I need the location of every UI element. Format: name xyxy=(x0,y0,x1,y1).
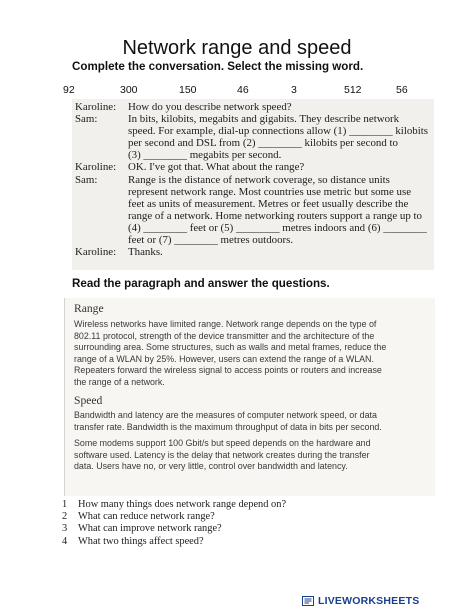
paragraph-line: transfer rate. Bandwidth is the maximum throughput of data in bits per second. xyxy=(74,421,382,432)
speaker-name: Karoline: xyxy=(75,101,117,113)
dialogue-line xyxy=(75,113,430,161)
word-option[interactable]: 150 xyxy=(179,84,197,96)
question-item: 3 What can improve network range? xyxy=(62,523,222,535)
dialogue-text: represent network range. Most countries use metric but some use xyxy=(128,185,412,198)
instruction-read-paragraph: Read the paragraph and answer the questions. xyxy=(72,277,330,290)
dialogue-text: How do you describe network speed? xyxy=(128,101,292,113)
conversation-scan xyxy=(72,99,434,270)
range-heading: Range xyxy=(74,302,104,315)
speaker-name: Karoline: xyxy=(75,246,117,259)
paragraph-line: data. Users have no, or very little, control over bandwidth and latency. xyxy=(74,461,348,472)
question-text: What can improve network range? xyxy=(78,523,222,535)
word-option[interactable]: 56 xyxy=(396,84,408,96)
paragraph-line: range of a WLAN by 25%. However, users can extend the range of a WLAN. xyxy=(74,353,374,364)
paragraph-line: surrounding area. Some structures, such as walls and metal frames, reduce the xyxy=(74,342,387,353)
dialogue-text: OK. I've got that. What about the range? xyxy=(128,161,305,174)
dialogue-line xyxy=(75,101,430,113)
speed-paragraph-2 xyxy=(74,438,427,473)
reading-scan xyxy=(64,298,435,496)
paragraph-line: software used. Latency is the delay that network creates during the transfer xyxy=(74,449,370,460)
dialogue-text: range of a network. Home networking routers support a range up to xyxy=(128,209,422,222)
dialogue-line xyxy=(75,161,430,173)
speed-heading: Speed xyxy=(74,394,103,407)
dialogue-text: (4) ________ feet or (5) ________ metres indoors and (6) ________ xyxy=(128,221,427,234)
question-text: What two things affect speed? xyxy=(78,535,204,547)
paragraph-line: Repeaters forward the wireless signal to access points or routers and increase xyxy=(74,365,382,376)
dialogue-text: Thanks. xyxy=(128,246,163,259)
question-item: 4 What two things affect speed? xyxy=(62,535,204,547)
speaker-name: Karoline: xyxy=(75,161,117,174)
word-option[interactable]: 46 xyxy=(237,84,249,96)
questions-list xyxy=(62,499,286,548)
question-text: What can reduce network range? xyxy=(78,511,215,523)
word-option[interactable]: 300 xyxy=(120,84,138,96)
dialogue-text: Range is the distance of network coverage, so distance units xyxy=(128,173,390,186)
dialogue-line xyxy=(75,174,430,247)
question-text: How many things does network range depend on? xyxy=(78,499,287,510)
dialogue-text: feet as units of measurement. Metres or feet usually describe the xyxy=(128,197,409,210)
liveworksheets-logo xyxy=(302,595,419,607)
paragraph-line: 802.11 protocol, strength of the device transmitter and the architecture of the xyxy=(74,330,375,341)
dialogue-text: speed. For example, dial-up connections allow (1) ________ kilobits xyxy=(128,125,429,138)
worksheet-icon xyxy=(302,596,314,606)
instruction-complete-conversation: Complete the conversation. Select the missing word. xyxy=(72,60,364,73)
speaker-name: Sam: xyxy=(75,113,98,126)
dialogue-text: feet or (7) ________ metres outdoors. xyxy=(128,234,294,247)
conversation xyxy=(75,101,430,258)
word-option[interactable]: 512 xyxy=(344,84,362,96)
paragraph-line: the range of a network. xyxy=(74,376,165,387)
dialogue-text: (3) ________ megabits per second. xyxy=(128,149,282,162)
dialogue-line xyxy=(75,246,430,258)
word-bank xyxy=(63,84,423,98)
dialogue-text: per second and DSL from (2) ________ kilobits per second to xyxy=(128,137,398,150)
word-option[interactable]: 3 xyxy=(291,84,297,96)
logo-text: LIVEWORKSHEETS xyxy=(318,595,420,607)
paragraph-line: Some modems support 100 Gbit/s but speed depends on the hardware and xyxy=(74,438,371,448)
speed-paragraph-1 xyxy=(74,410,427,433)
dialogue-text: In bits, kilobits, megabits and gigabits. They describe network xyxy=(128,113,400,126)
paragraph-line: Wireless networks have limited range. Network range depends on the type of xyxy=(74,319,377,329)
question-item: 2 What can reduce network range? xyxy=(62,511,215,523)
paragraph-line: Bandwidth and latency are the measures of computer network speed, or data xyxy=(74,410,377,420)
word-option[interactable]: 92 xyxy=(63,84,75,96)
page-title: Network range and speed xyxy=(122,37,352,59)
question-item: 1 How many things does network range depend on? xyxy=(62,499,287,510)
range-paragraph xyxy=(74,319,427,389)
speaker-name: Sam: xyxy=(75,173,98,186)
